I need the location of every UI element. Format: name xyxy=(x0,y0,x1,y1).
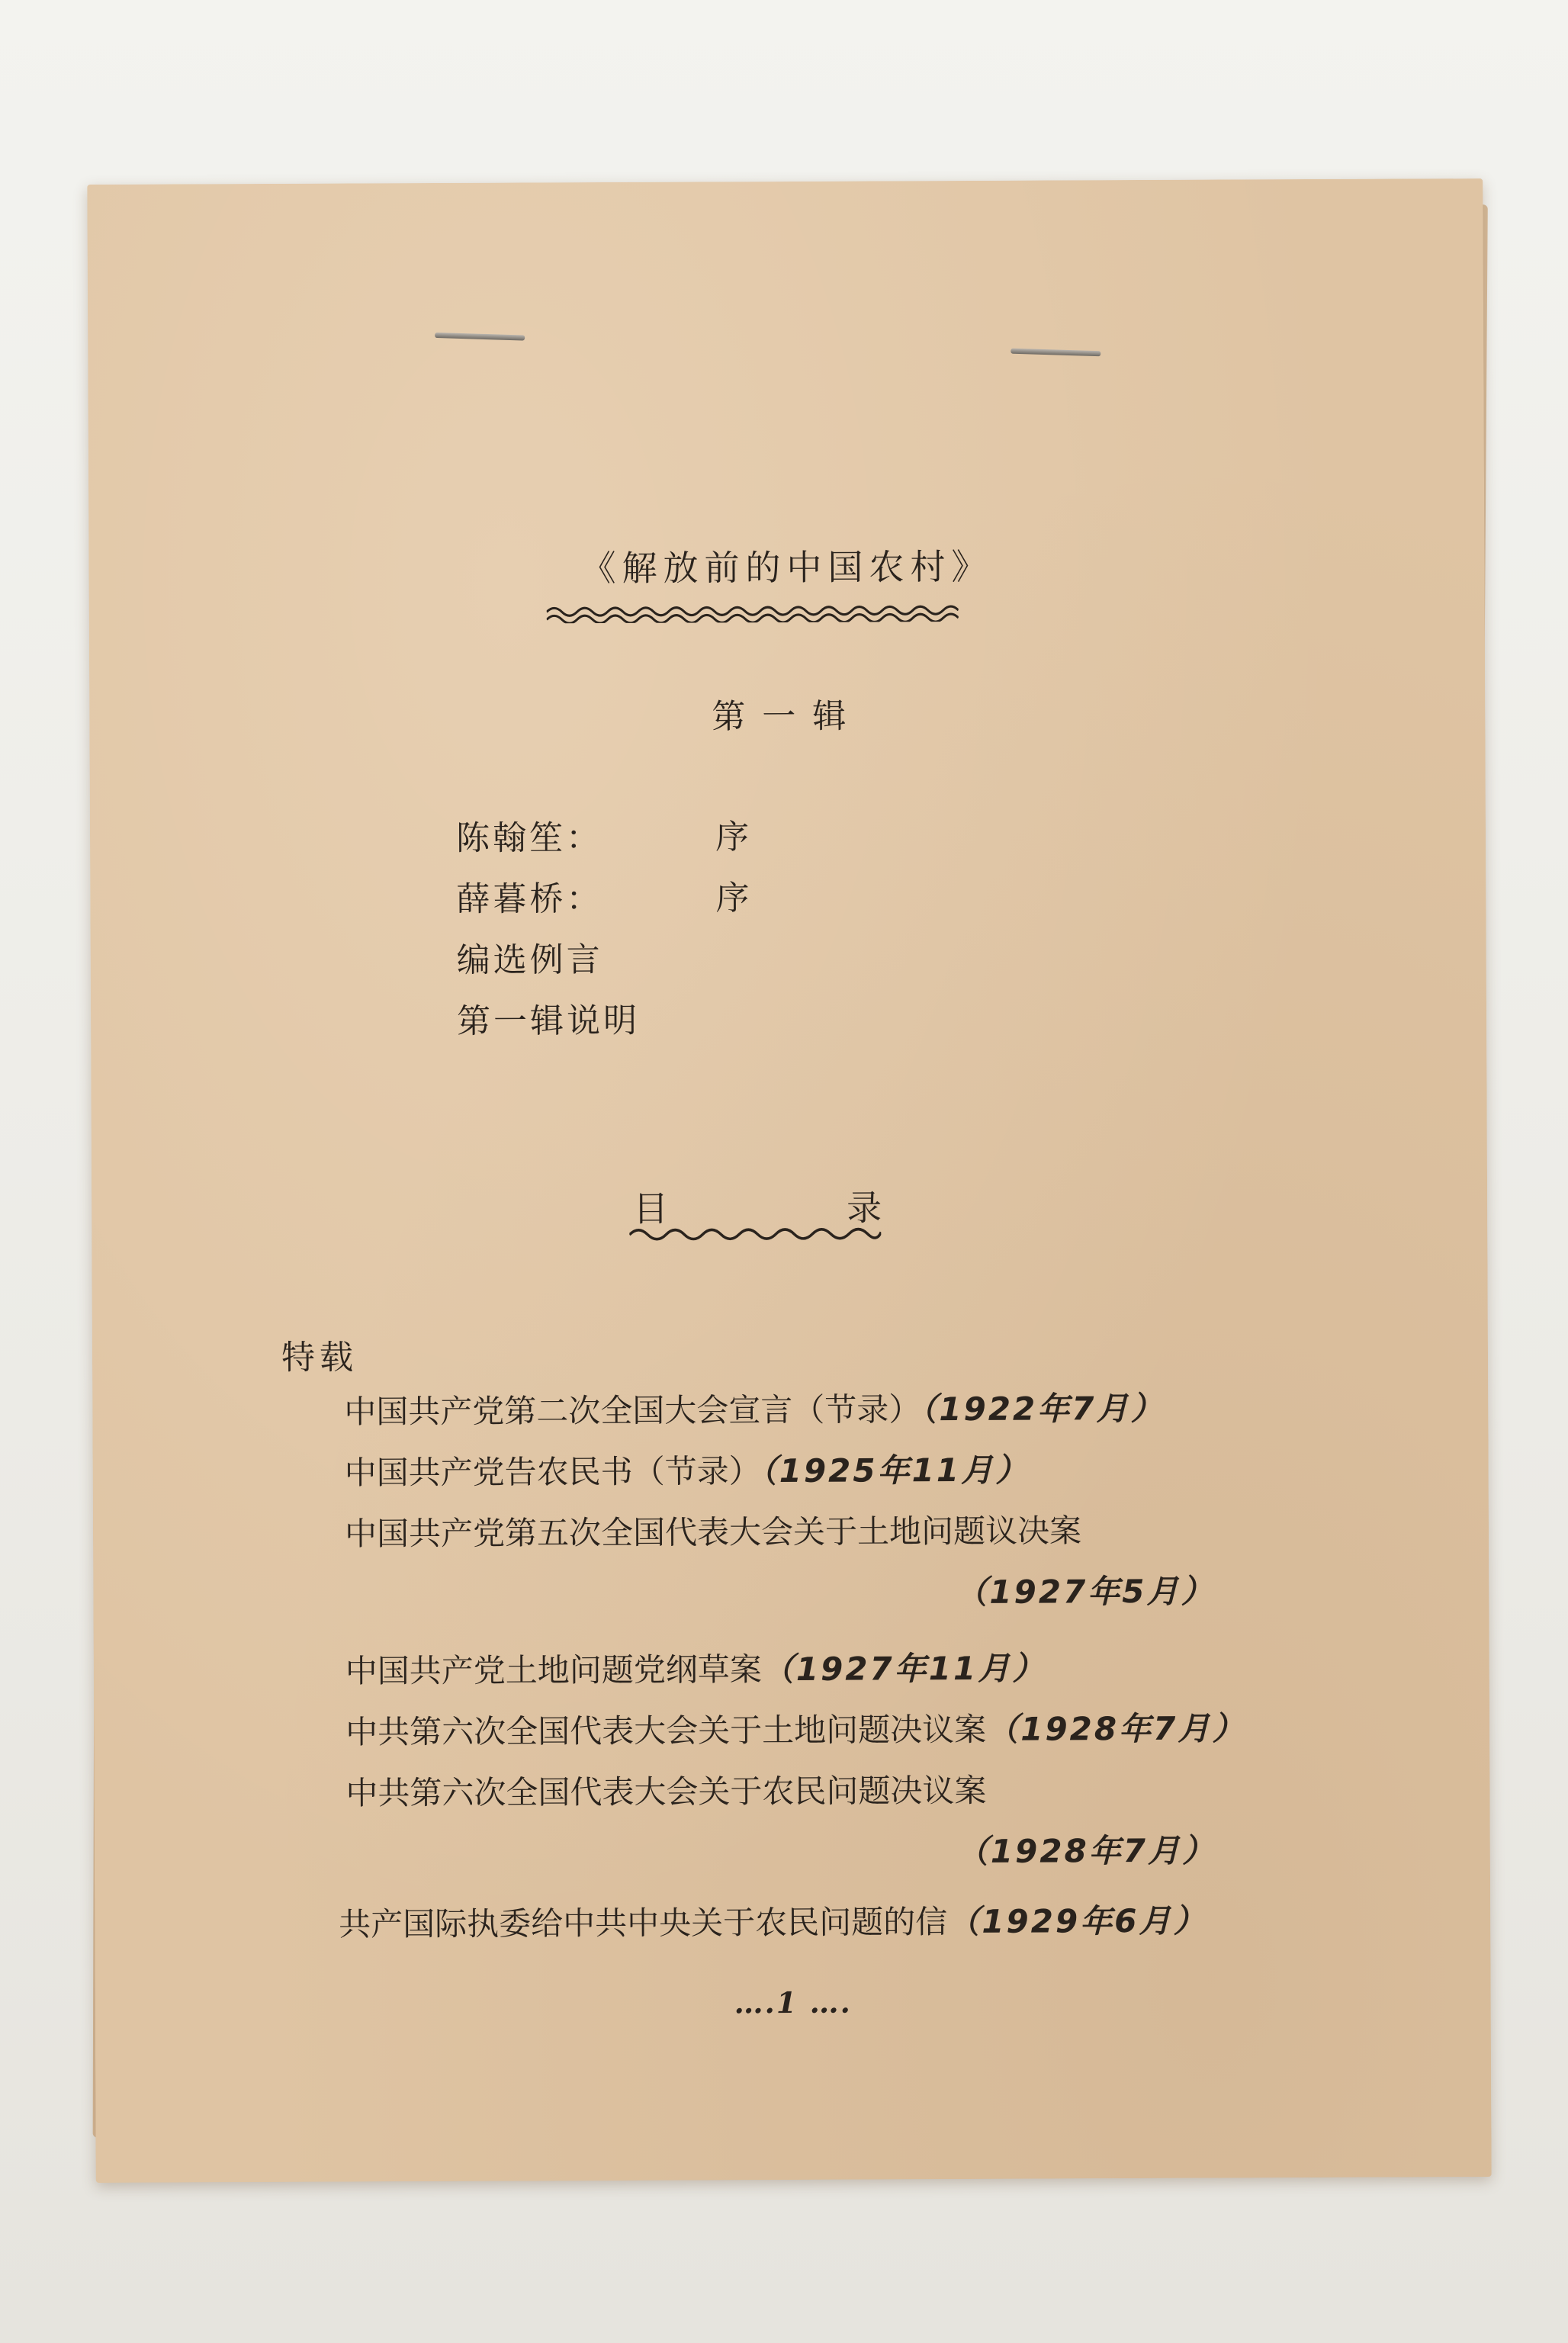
document-title: 《解放前的中国农村》 xyxy=(580,545,993,590)
toc-heading-char: 录 xyxy=(847,1187,882,1229)
front-matter-item xyxy=(457,931,716,981)
toc-entry-title: 中国共产党告农民书（节录） xyxy=(344,1452,761,1492)
toc-entry xyxy=(344,1384,1165,1433)
section-label: 特载 xyxy=(281,1338,358,1377)
toc-heading-char: 目 xyxy=(633,1188,669,1229)
toc-entry-title: 中国共产党土地问题党纲草案 xyxy=(345,1650,762,1690)
front-matter-value: 序 xyxy=(715,818,753,857)
toc-entry-date: （1922年7月） xyxy=(921,1389,1165,1429)
document-page xyxy=(87,178,1491,2183)
toc-entry-title: 中国共产党第五次全国代表大会关于土地问题议决案 xyxy=(344,1512,1082,1553)
toc-entry-date: （1927年5月） xyxy=(955,1572,1216,1612)
toc-entry-title: 中国共产党第二次全国大会宣言（节录） xyxy=(344,1390,921,1431)
front-matter-item xyxy=(456,809,752,860)
front-matter-name: 陈翰笙： xyxy=(455,818,603,858)
toc-entry xyxy=(339,1896,1207,1946)
staple-left xyxy=(435,333,525,341)
toc-entry-title: 中共第六次全国代表大会关于土地问题决议案 xyxy=(345,1710,987,1751)
toc-entry-date-line xyxy=(955,1567,1215,1613)
toc-entry-date: （1928年7月） xyxy=(986,1709,1247,1748)
toc-wavy-underline xyxy=(629,1224,881,1245)
front-matter-value: 序 xyxy=(715,879,753,918)
toc-entry-date-line xyxy=(956,1826,1216,1872)
toc-entry-title: 共产国际执委给中共中央关于农民问题的信 xyxy=(339,1903,948,1943)
title-wavy-underline xyxy=(547,599,959,623)
toc-entry-date: （1927年11月） xyxy=(761,1649,1047,1689)
toc-entry xyxy=(345,1766,986,1814)
toc-entry xyxy=(345,1644,1047,1692)
front-matter-item xyxy=(456,870,752,921)
volume-label: 第一辑 xyxy=(712,696,863,737)
toc-entry-title: 中共第六次全国代表大会关于农民问题决议案 xyxy=(345,1771,987,1812)
front-matter-name: 薛暮桥： xyxy=(456,879,603,919)
toc-entry xyxy=(345,1703,1246,1753)
toc-entry-date: （1928年7月） xyxy=(956,1831,1217,1871)
front-matter-name: 第一辑说明 xyxy=(456,1001,641,1041)
toc-entry xyxy=(345,1506,1081,1554)
toc-entry xyxy=(345,1445,1030,1494)
front-matter-item xyxy=(457,992,716,1042)
front-matter-name: 编选例言 xyxy=(456,940,603,980)
toc-heading xyxy=(633,1180,938,1229)
staple-right xyxy=(1011,349,1100,357)
toc-entry-date: （1929年6月） xyxy=(947,1901,1208,1941)
toc-entry-date: （1925年11月） xyxy=(760,1451,1030,1490)
page-number: ….1 …. xyxy=(734,1985,852,2020)
